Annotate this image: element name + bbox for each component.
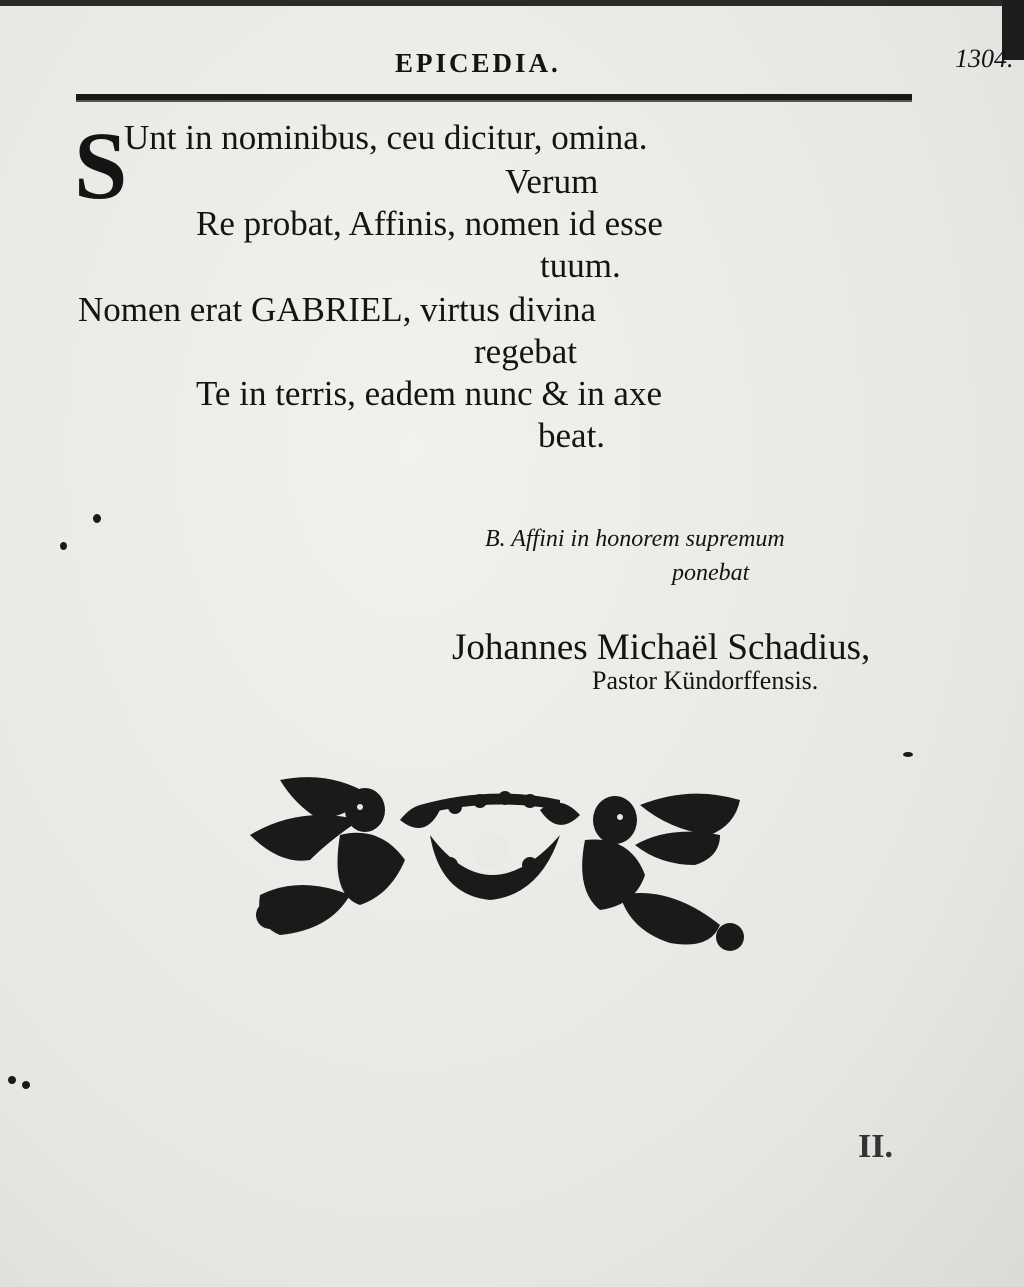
ink-speck — [22, 1081, 30, 1089]
catchword: II. — [858, 1128, 893, 1165]
drop-cap: S — [74, 112, 128, 219]
author-name: Johannes Michaël Schadius, — [452, 627, 871, 668]
poem-line: Re probat, Affinis, nomen id esse — [196, 204, 663, 243]
ink-speck — [60, 542, 67, 550]
poem-line: Nomen erat GABRIEL, virtus divina — [78, 290, 597, 329]
ink-speck — [903, 752, 913, 757]
running-head: EPICEDIA. — [395, 48, 561, 78]
dedication-line: ponebat — [672, 560, 750, 586]
cherub-ornament-icon — [240, 765, 750, 965]
ink-speck — [8, 1076, 16, 1084]
ink-speck — [93, 514, 101, 523]
poem-line: Verum — [505, 162, 599, 201]
header-rule — [76, 94, 912, 102]
author-title: Pastor Kündorffensis. — [592, 666, 819, 695]
folio-number: 1304. — [955, 44, 1014, 73]
dedication-line: B. Affini in honorem supremum — [485, 526, 785, 552]
poem-line: beat. — [538, 416, 606, 455]
poem-line: Unt in nominibus, ceu dicitur, omina. — [124, 118, 648, 157]
poem-line: regebat — [474, 332, 577, 371]
poem-line: Te in terris, eadem nunc & in axe — [196, 374, 662, 413]
poem-line: tuum. — [540, 246, 621, 285]
scan-top-edge — [0, 0, 1024, 6]
